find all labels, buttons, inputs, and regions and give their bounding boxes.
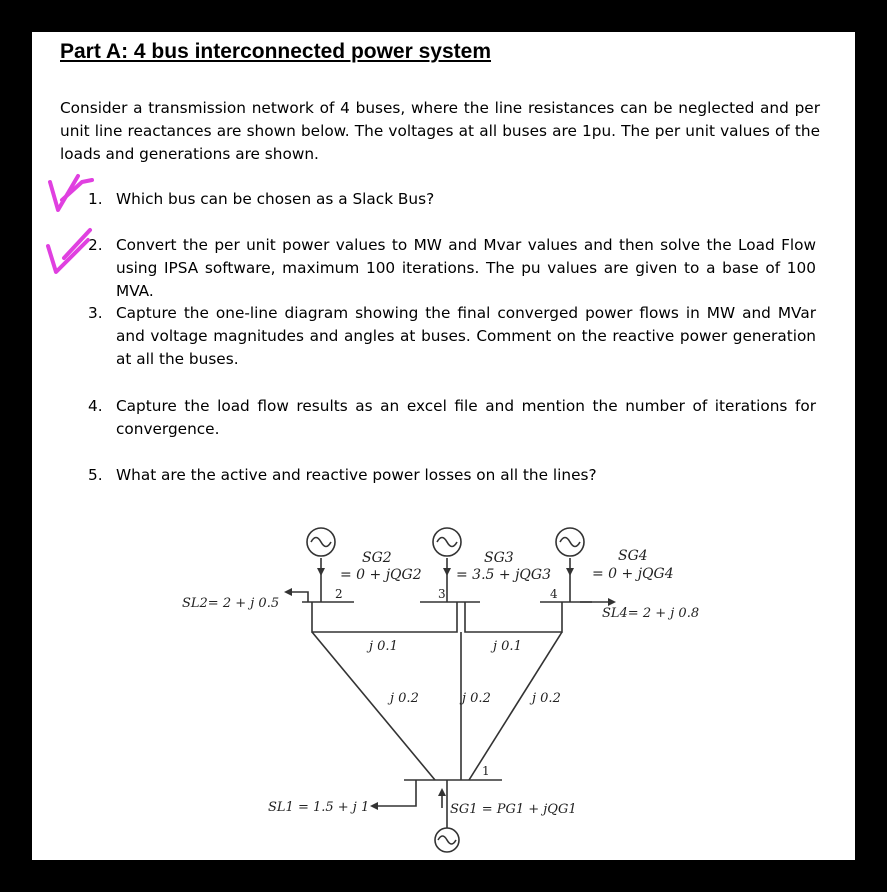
bus-2-label: 2	[335, 587, 343, 601]
load-4-label: SL4= 2 + j 0.8	[602, 606, 700, 621]
generator-4-icon	[556, 528, 584, 556]
line-3-4	[465, 602, 562, 632]
reactance-3-4: j 0.1	[493, 639, 522, 654]
reactance-3-1: j 0.2	[462, 691, 491, 706]
checkmark-icon	[50, 176, 92, 210]
document-page	[32, 32, 855, 860]
reactance-2-1: j 0.2	[390, 691, 419, 706]
question-number: 4.	[88, 397, 103, 415]
question-text: Which bus can be chosen as a Slack Bus?	[116, 190, 435, 208]
question-number: 2.	[88, 236, 103, 254]
line-4-1	[469, 632, 562, 780]
gen-4-arrow-icon	[566, 568, 574, 576]
checkmark-icon	[48, 230, 90, 272]
question-number: 3.	[88, 304, 103, 322]
load-1-lead	[372, 780, 416, 806]
gen-4-value: = 0 + jQG4	[592, 566, 674, 582]
gen-4-name: SG4	[618, 548, 648, 564]
generator-2-icon	[307, 528, 335, 556]
gen-3-name: SG3	[484, 550, 514, 566]
bus-4-label: 4	[550, 587, 558, 601]
line-2-1	[312, 632, 435, 780]
intro-paragraph: Consider a transmission network of 4 buses, where the line resistances can be neglected and per unit line reactances are shown below. The voltages at all buses are 1pu. The per unit values of the loads and generations are shown.	[60, 99, 820, 163]
load-1-label: SL1 = 1.5 + j 1	[268, 800, 370, 815]
bus-1-label: 1	[482, 764, 490, 778]
line-2-3	[312, 602, 457, 632]
question-number: 1.	[88, 190, 103, 208]
one-line-diagram	[32, 32, 855, 860]
gen-1-label: SG1 = PG1 + jQG1	[450, 802, 577, 817]
bus-3-label: 3	[438, 587, 446, 601]
generator-1-icon	[435, 828, 459, 852]
load-1-arrow-icon	[370, 802, 378, 810]
gen-2-value: = 0 + jQG2	[340, 567, 422, 583]
page-title: Part A: 4 bus interconnected power system	[60, 40, 492, 63]
gen-1-arrow-icon	[438, 788, 446, 796]
gen-3-arrow-icon	[443, 568, 451, 576]
reactance-4-1: j 0.2	[532, 691, 561, 706]
gen-2-name: SG2	[362, 550, 392, 566]
load-4-arrow-icon	[608, 598, 616, 606]
question-text: Capture the one-line diagram showing the final converged power flows in MW and MVar and voltage magnitudes and angles at buses. Comment on the reactive power generation at all the buses.	[116, 304, 816, 368]
gen-3-value: = 3.5 + jQG3	[456, 567, 551, 583]
question-text: What are the active and reactive power losses on all the lines?	[116, 466, 597, 484]
reactance-2-3: j 0.1	[369, 639, 398, 654]
load-2-arrow-icon	[284, 588, 292, 596]
question-text: Capture the load flow results as an excel file and mention the number of iterations for convergence.	[116, 397, 816, 438]
generator-3-icon	[433, 528, 461, 556]
question-text: Convert the per unit power values to MW and Mvar values and then solve the Load Flow using IPSA software, maximum 100 iterations. The pu values are given to a base of 100 MVA.	[116, 236, 816, 300]
load-2-label: SL2= 2 + j 0.5	[182, 596, 280, 611]
question-number: 5.	[88, 466, 103, 484]
gen-2-arrow-icon	[317, 568, 325, 576]
